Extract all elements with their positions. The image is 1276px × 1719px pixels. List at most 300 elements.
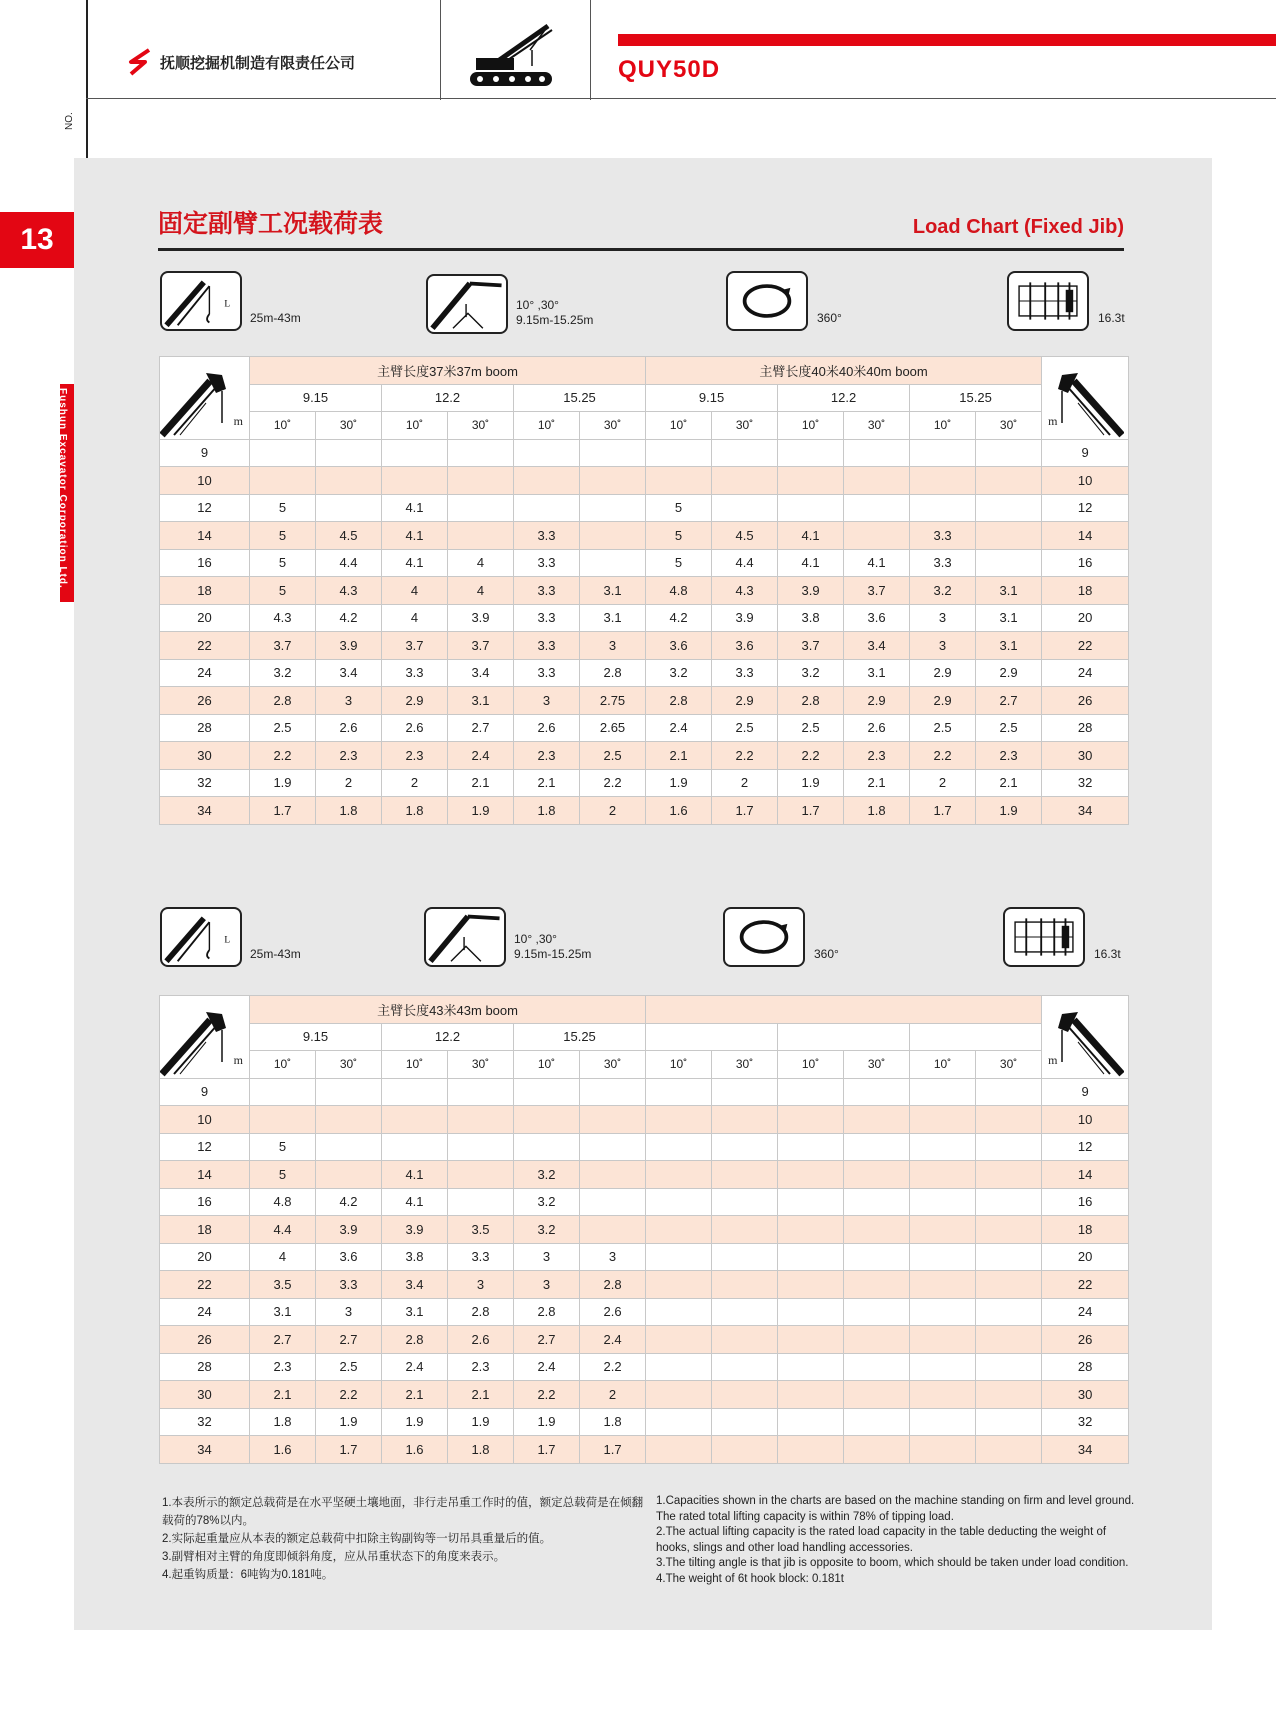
radius-cell: 14 (1042, 522, 1129, 550)
radius-cell: 20 (160, 604, 250, 632)
load-cell: 4 (382, 577, 448, 605)
load-cell (712, 1161, 778, 1189)
notes-english (656, 1494, 1136, 1587)
load-cell (778, 1353, 844, 1381)
table-row (160, 1353, 1129, 1381)
jib-length-header: 12.2 (778, 384, 910, 412)
header-left-rule (86, 0, 88, 158)
load-cell: 2.4 (448, 742, 514, 770)
header-divider (590, 0, 591, 100)
load-cell: 2.7 (250, 1326, 316, 1354)
radius-cell: 22 (160, 632, 250, 660)
radius-cell: 14 (160, 1161, 250, 1189)
load-cell (316, 439, 382, 467)
load-cell: 3.2 (910, 577, 976, 605)
load-cell (976, 1161, 1042, 1189)
load-cell (778, 1381, 844, 1409)
load-cell: 2.7 (514, 1326, 580, 1354)
radius-cell: 30 (1042, 1381, 1129, 1409)
load-cell (580, 439, 646, 467)
radius-cell: 9 (1042, 1078, 1129, 1106)
load-cell: 2.5 (976, 714, 1042, 742)
radius-cell: 16 (1042, 1188, 1129, 1216)
load-cell: 3.5 (250, 1271, 316, 1299)
load-cell (976, 1078, 1042, 1106)
load-cell (316, 1133, 382, 1161)
jib-length-label: 25m-43m (250, 311, 301, 325)
load-cell: 1.8 (316, 797, 382, 825)
load-cell: 1.7 (250, 797, 316, 825)
load-cell: 2.5 (778, 714, 844, 742)
load-cell: 3 (514, 1271, 580, 1299)
load-cell: 2.75 (580, 687, 646, 715)
load-cell: 3 (514, 1243, 580, 1271)
load-cell: 1.9 (646, 769, 712, 797)
load-cell: 3.6 (316, 1243, 382, 1271)
table-row (160, 1436, 1129, 1464)
load-cell: 1.9 (448, 1408, 514, 1436)
load-cell: 1.9 (514, 1408, 580, 1436)
load-cell: 1.7 (778, 797, 844, 825)
load-cell (910, 1161, 976, 1189)
load-cell: 2.1 (382, 1381, 448, 1409)
load-cell (778, 1271, 844, 1299)
jib-length-icon (160, 271, 242, 331)
header-divider (440, 0, 441, 100)
jib-length-header (778, 1023, 910, 1051)
jib-length-header: 15.25 (514, 384, 646, 412)
load-cell (250, 439, 316, 467)
jib-length-header: 15.25 (910, 384, 1042, 412)
load-cell (844, 439, 910, 467)
title-rule (158, 248, 1124, 251)
table-row (160, 769, 1129, 797)
load-cell: 4.1 (778, 522, 844, 550)
load-cell: 4.4 (316, 549, 382, 577)
load-cell: 2.6 (316, 714, 382, 742)
company-name: 抚顺挖掘机制造有限责任公司 (160, 55, 356, 72)
note-en: 1.Capacities shown in the charts are based on the machine standing on firm and level ground. The rated total lifting capacity is within 78% of tipping load. (656, 1495, 1135, 1523)
radius-cell: 32 (160, 769, 250, 797)
load-cell: 2.2 (514, 1381, 580, 1409)
load-cell (976, 522, 1042, 550)
load-cell (514, 1133, 580, 1161)
load-cell (910, 1381, 976, 1409)
jib-length-header: 12.2 (382, 1023, 514, 1051)
table-row (160, 797, 1129, 825)
load-cell (976, 1298, 1042, 1326)
jib-range-text: 9.15m-15.25m (514, 947, 592, 961)
load-cell (712, 1326, 778, 1354)
radius-cell: 12 (1042, 1133, 1129, 1161)
boom-group-header (646, 996, 1042, 1024)
load-cell: 3.9 (448, 604, 514, 632)
load-cell: 3.6 (646, 632, 712, 660)
load-cell: 2.1 (646, 742, 712, 770)
load-cell (712, 467, 778, 495)
jib-length-label: 25m-43m (250, 947, 301, 961)
load-cell: 2.6 (514, 714, 580, 742)
load-cell (910, 439, 976, 467)
load-cell: 3.2 (514, 1188, 580, 1216)
load-cell: 2.6 (382, 714, 448, 742)
load-cell: 2.5 (712, 714, 778, 742)
load-cell: 3.7 (382, 632, 448, 660)
load-cell (844, 522, 910, 550)
load-cell (316, 467, 382, 495)
load-cell: 2.8 (514, 1298, 580, 1326)
table-row (160, 577, 1129, 605)
load-cell (712, 1106, 778, 1134)
load-cell (778, 1408, 844, 1436)
load-cell: 1.9 (448, 797, 514, 825)
load-cell (448, 522, 514, 550)
radius-cell: 22 (160, 1271, 250, 1299)
load-cell: 5 (646, 494, 712, 522)
load-cell (580, 1161, 646, 1189)
jib-length-header: 15.25 (514, 1023, 646, 1051)
load-cell (646, 467, 712, 495)
radius-cell: 20 (160, 1243, 250, 1271)
load-cell (844, 1436, 910, 1464)
jib-length-icon (160, 907, 242, 967)
load-cell (712, 1381, 778, 1409)
load-cell: 4.1 (382, 522, 448, 550)
load-cell: 2.3 (976, 742, 1042, 770)
radius-cell: 22 (1042, 1271, 1129, 1299)
load-cell (910, 1353, 976, 1381)
load-cell: 3.4 (448, 659, 514, 687)
notes-chinese (162, 1494, 652, 1584)
table-row (160, 1161, 1129, 1189)
load-cell: 5 (250, 522, 316, 550)
load-cell: 3.1 (976, 632, 1042, 660)
load-cell: 2.2 (580, 1353, 646, 1381)
load-cell (778, 467, 844, 495)
load-cell (778, 439, 844, 467)
load-cell: 4.3 (712, 577, 778, 605)
load-cell: 4.3 (250, 604, 316, 632)
load-cell (646, 1243, 712, 1271)
table-row (160, 1381, 1129, 1409)
load-cell: 5 (250, 494, 316, 522)
load-cell: 3.4 (382, 1271, 448, 1299)
load-cell: 2.8 (250, 687, 316, 715)
load-cell (382, 1078, 448, 1106)
counterweight-icon (1003, 907, 1085, 967)
angle-header: 30˚ (844, 1051, 910, 1079)
load-cell (646, 1216, 712, 1244)
radius-cell: 16 (1042, 549, 1129, 577)
load-cell: 3.1 (976, 577, 1042, 605)
load-cell: 3.1 (844, 659, 910, 687)
load-cell: 3.8 (382, 1243, 448, 1271)
load-cell: 5 (646, 549, 712, 577)
load-cell: 3.6 (844, 604, 910, 632)
unit-label: m (1048, 1052, 1058, 1067)
load-cell: 3.2 (778, 659, 844, 687)
load-cell: 4.2 (646, 604, 712, 632)
unit-label: m (233, 1052, 243, 1067)
load-cell: 1.8 (844, 797, 910, 825)
load-cell (646, 1106, 712, 1134)
load-cell: 2.1 (844, 769, 910, 797)
load-cell (844, 1353, 910, 1381)
radius-cell: 32 (1042, 769, 1129, 797)
load-cell: 1.8 (448, 1436, 514, 1464)
load-cell (844, 1133, 910, 1161)
table-row (160, 687, 1129, 715)
load-cell: 3 (514, 687, 580, 715)
load-cell (382, 439, 448, 467)
load-cell (580, 1078, 646, 1106)
boom-group-header: 主臂长度40米40米40m boom (646, 357, 1042, 385)
load-cell: 3.4 (844, 632, 910, 660)
load-cell (910, 1326, 976, 1354)
load-cell: 3.2 (514, 1161, 580, 1189)
load-cell: 4.1 (382, 1188, 448, 1216)
load-cell (580, 1133, 646, 1161)
jib-range-text: 9.15m-15.25m (516, 313, 594, 327)
table-row (160, 1216, 1129, 1244)
boom-radius-icon (160, 363, 242, 439)
load-cell: 3 (910, 632, 976, 660)
radius-cell: 16 (160, 1188, 250, 1216)
load-cell (712, 494, 778, 522)
load-cell: 2.65 (580, 714, 646, 742)
note-cn: 2.实际起重量应从本表的额定总载荷中扣除主钩副钩等一切吊具重量后的值。 (162, 1533, 552, 1545)
radius-cell: 24 (160, 659, 250, 687)
svg-text:L: L (224, 299, 231, 310)
load-cell (844, 1078, 910, 1106)
load-cell: 4.2 (316, 1188, 382, 1216)
load-cell: 1.7 (580, 1436, 646, 1464)
radius-cell: 18 (1042, 577, 1129, 605)
load-cell: 4 (448, 577, 514, 605)
load-cell: 2.7 (448, 714, 514, 742)
jib-length-header: 9.15 (250, 1023, 382, 1051)
load-cell: 4.1 (382, 494, 448, 522)
radius-cell: 20 (1042, 604, 1129, 632)
load-cell: 1.8 (250, 1408, 316, 1436)
load-cell (976, 549, 1042, 577)
angle-header: 30˚ (580, 1051, 646, 1079)
load-cell: 1.9 (250, 769, 316, 797)
angle-header: 30˚ (712, 1051, 778, 1079)
load-cell (712, 1298, 778, 1326)
load-cell: 1.7 (316, 1436, 382, 1464)
load-cell: 3.8 (778, 604, 844, 632)
load-cell (448, 467, 514, 495)
radius-header-left (160, 357, 250, 440)
load-cell: 2.1 (976, 769, 1042, 797)
load-cell (646, 1161, 712, 1189)
load-cell (250, 1078, 316, 1106)
load-cell (778, 1326, 844, 1354)
load-cell: 3.5 (448, 1216, 514, 1244)
load-cell (646, 1381, 712, 1409)
load-cell: 1.9 (976, 797, 1042, 825)
load-cell (778, 1161, 844, 1189)
load-cell (382, 1106, 448, 1134)
load-cell (250, 467, 316, 495)
load-cell: 3.3 (514, 522, 580, 550)
load-cell: 2.8 (580, 659, 646, 687)
load-cell: 3.2 (250, 659, 316, 687)
table-row (160, 1298, 1129, 1326)
load-cell (910, 1436, 976, 1464)
angle-header: 10˚ (514, 412, 580, 440)
load-cell: 4.1 (844, 549, 910, 577)
angle-header: 10˚ (250, 412, 316, 440)
load-cell: 3.9 (778, 577, 844, 605)
table-row (160, 1133, 1129, 1161)
load-cell: 3.1 (250, 1298, 316, 1326)
load-cell (448, 1133, 514, 1161)
load-cell (844, 1381, 910, 1409)
jib-length-header (910, 1023, 1042, 1051)
load-cell: 5 (250, 1161, 316, 1189)
counterweight-icon (1007, 271, 1089, 331)
load-cell (778, 1133, 844, 1161)
angle-header: 10˚ (514, 1051, 580, 1079)
load-cell (976, 1353, 1042, 1381)
radius-cell: 32 (160, 1408, 250, 1436)
load-cell: 3 (448, 1271, 514, 1299)
angle-header: 10˚ (646, 1051, 712, 1079)
load-cell: 1.9 (778, 769, 844, 797)
load-cell: 3.3 (712, 659, 778, 687)
load-cell: 4.3 (316, 577, 382, 605)
load-cell (844, 1106, 910, 1134)
table-row (160, 1243, 1129, 1271)
load-cell: 2.3 (250, 1353, 316, 1381)
table-row (160, 1078, 1129, 1106)
load-cell: 4.8 (250, 1188, 316, 1216)
radius-cell: 10 (1042, 1106, 1129, 1134)
table-row (160, 1271, 1129, 1299)
note-cn: 3.副臂相对主臂的角度即倾斜角度，应从吊重状态下的角度来表示。 (162, 1551, 506, 1563)
load-cell (580, 1106, 646, 1134)
load-cell: 2.3 (382, 742, 448, 770)
radius-cell: 9 (160, 439, 250, 467)
angle-header: 30˚ (448, 412, 514, 440)
angle-header: 10˚ (910, 1051, 976, 1079)
load-cell (448, 1188, 514, 1216)
radius-cell: 34 (1042, 797, 1129, 825)
table-row (160, 604, 1129, 632)
table-row (160, 467, 1129, 495)
load-cell: 2.5 (250, 714, 316, 742)
load-cell: 2.5 (910, 714, 976, 742)
load-cell: 2.9 (976, 659, 1042, 687)
counterweight-label: 16.3t (1094, 947, 1121, 961)
crawler-crane-icon (468, 20, 568, 92)
load-cell (316, 1106, 382, 1134)
load-cell (514, 1106, 580, 1134)
load-cell: 3 (316, 687, 382, 715)
load-cell: 4 (250, 1243, 316, 1271)
jib-length-header: 9.15 (646, 384, 778, 412)
angle-text: 10° ,30° (516, 298, 559, 312)
radius-header-right (1042, 357, 1129, 440)
load-cell (910, 1078, 976, 1106)
load-cell (778, 1106, 844, 1134)
load-cell: 3.2 (514, 1216, 580, 1244)
load-cell: 2.3 (448, 1353, 514, 1381)
load-cell: 2.2 (250, 742, 316, 770)
angle-header: 30˚ (316, 412, 382, 440)
load-cell: 3 (580, 632, 646, 660)
load-cell: 4.8 (646, 577, 712, 605)
load-cell: 3.3 (910, 549, 976, 577)
radius-cell: 26 (1042, 687, 1129, 715)
load-cell: 1.6 (382, 1436, 448, 1464)
load-cell: 4.1 (382, 549, 448, 577)
load-cell (910, 494, 976, 522)
radius-cell: 12 (1042, 494, 1129, 522)
note-en: 2.The actual lifting capacity is the rated load capacity in the table deducting the weight of hooks, slings and other load handling accessories. (656, 1526, 1107, 1554)
load-cell: 2 (316, 769, 382, 797)
load-cell: 2.5 (580, 742, 646, 770)
load-cell: 2.2 (910, 742, 976, 770)
rotation-label: 360° (817, 311, 842, 325)
load-cell: 2.7 (316, 1326, 382, 1354)
load-cell (514, 439, 580, 467)
load-cell: 2.2 (316, 1381, 382, 1409)
radius-cell: 26 (160, 687, 250, 715)
load-cell (910, 1188, 976, 1216)
radius-cell: 18 (1042, 1216, 1129, 1244)
load-cell: 3.3 (448, 1243, 514, 1271)
load-cell (976, 1188, 1042, 1216)
load-chart-table-1 (159, 356, 1129, 825)
load-cell: 4 (382, 604, 448, 632)
load-cell: 2.9 (712, 687, 778, 715)
load-cell: 3.3 (514, 632, 580, 660)
angle-header: 10˚ (382, 1051, 448, 1079)
load-cell (646, 439, 712, 467)
load-cell: 2.8 (646, 687, 712, 715)
load-cell: 2.9 (844, 687, 910, 715)
load-cell (910, 1106, 976, 1134)
load-cell (910, 1243, 976, 1271)
load-cell (976, 1381, 1042, 1409)
load-cell: 3.1 (382, 1298, 448, 1326)
radius-cell: 34 (1042, 1436, 1129, 1464)
load-cell: 2.4 (382, 1353, 448, 1381)
load-cell: 5 (250, 549, 316, 577)
angle-header: 10˚ (382, 412, 448, 440)
radius-cell: 10 (160, 1106, 250, 1134)
load-cell: 1.6 (646, 797, 712, 825)
angle-header: 30˚ (448, 1051, 514, 1079)
load-cell (712, 1188, 778, 1216)
svg-text:L: L (224, 935, 231, 946)
radius-cell: 24 (1042, 659, 1129, 687)
load-cell: 2 (382, 769, 448, 797)
load-cell (712, 1078, 778, 1106)
radius-cell: 20 (1042, 1243, 1129, 1271)
load-cell: 3 (910, 604, 976, 632)
load-cell: 1.8 (382, 797, 448, 825)
rotation-icon (723, 907, 805, 967)
load-cell (382, 467, 448, 495)
radius-cell: 22 (1042, 632, 1129, 660)
table-row (160, 494, 1129, 522)
load-cell: 2.5 (316, 1353, 382, 1381)
note-cn: 4.起重钩质量：6吨钩为0.181吨。 (162, 1569, 334, 1581)
